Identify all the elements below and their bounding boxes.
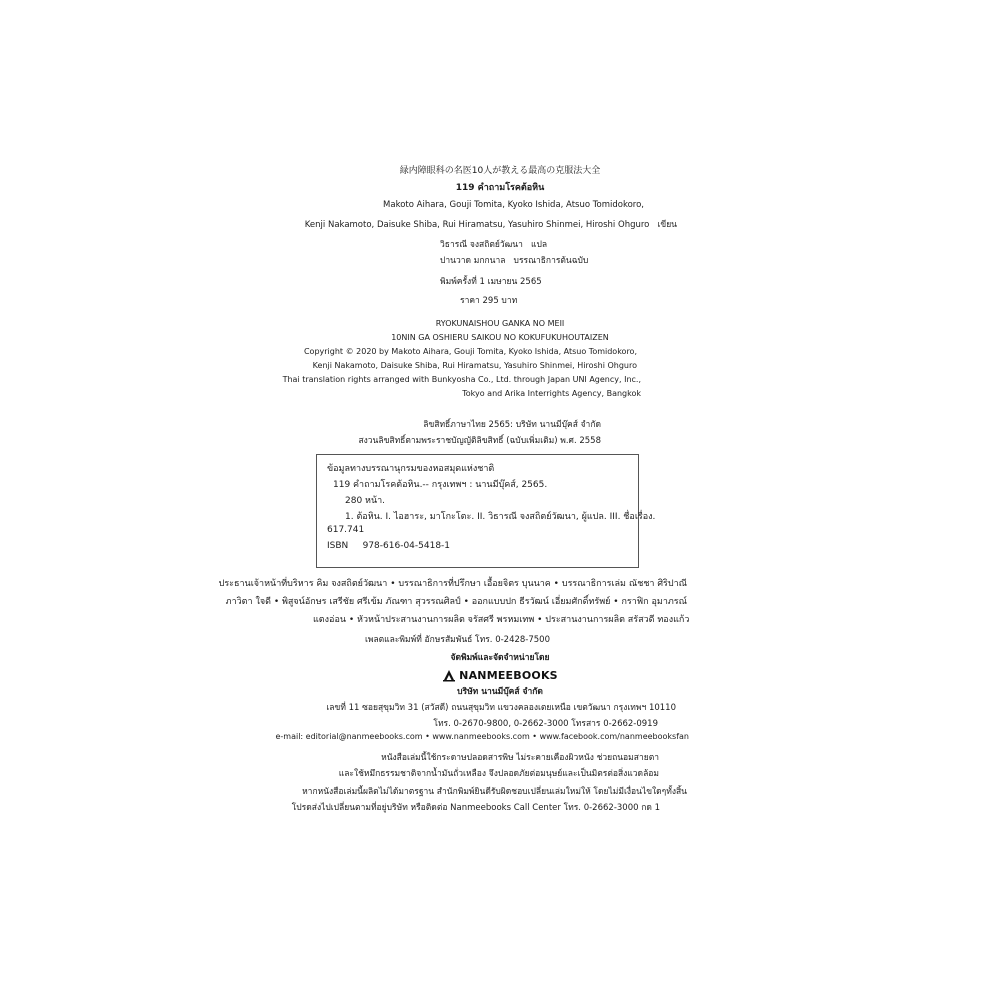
price: ราคา 295 บาท — [460, 296, 518, 306]
translator-role: แปล — [531, 240, 548, 250]
staff-line-2: ภาวิตา ใจดี • พิสูจน์อักษร เสรีชัย ศรีเข้ม ภัณฑา สุวรรณศิลป์ • ออกแบบปก ธีรวัฒน์ เอี่ยมศักดิ์ทรัพย์ • กราฟิก อุมาภรณ์ — [225, 597, 687, 607]
copyright-act: สงวนลิขสิทธิ์ตามพระราชบัญญัติลิขสิทธิ์ (ฉบับเพิ่มเติม) พ.ศ. 2558 — [358, 436, 601, 446]
translator-line — [440, 237, 547, 251]
japanese-title: 緑内障眼科の名医10人が教える最高の克服法大全 — [399, 166, 601, 176]
cip-classification: 617.741 — [327, 525, 365, 535]
distributed-by: จัดพิมพ์และจัดจำหน่ายโดย — [450, 653, 550, 663]
translator-name: วิธารณี จงสถิตย์วัฒนา — [440, 240, 523, 250]
translation-rights-line-2: Tokyo and Arika Interrights Agency, Bangkok — [462, 389, 641, 398]
publisher-phone: โทร. 0-2670-9800, 0-2662-3000 โทรสาร 0-2662-0919 — [433, 719, 658, 729]
authors-names: Kenji Nakamoto, Daisuke Shiba, Rui Hiramatsu, Yasuhiro Shinmei, Hiroshi Ohguro — [304, 220, 650, 230]
copyright-authors: Kenji Nakamoto, Daisuke Shiba, Rui Hiramatsu, Yasuhiro Shinmei, Hiroshi Ohguro — [312, 361, 637, 370]
cip-title-line: 119 คำถามโรคต้อหิน.-- กรุงเทพฯ : นานมีบุ๊คส์, 2565. — [333, 480, 548, 490]
authors-line-2 — [305, 217, 677, 231]
publisher-address: เลขที่ 11 ซอยสุขุมวิท 31 (สวัสดี) ถนนสุขุมวิท แขวงคลองเตยเหนือ เขตวัฒนา กรุงเทพฯ 10110 — [326, 703, 676, 713]
logo-text: NANMEEBOOKS — [459, 668, 558, 682]
eco-line-1: หนังสือเล่มนี้ใช้กระดาษปลอดสารพิษ ไม่ระคายเคืองผิวหนัง ช่วยถนอมสายตา — [381, 753, 659, 763]
authors-line-1: Makoto Aihara, Gouji Tomita, Kyoko Ishida, Atsuo Tomidokoro, — [383, 200, 644, 210]
copyright-line: Copyright © 2020 by Makoto Aihara, Gouji Tomita, Kyoko Ishida, Atsuo Tomidokoro, — [303, 347, 637, 356]
replacement-notice-line-2: โปรดส่งไปเปลี่ยนตามที่อยู่บริษัท หรือติดต่อ Nanmeebooks Call Center โทร. 0-2662-3000 กด 1 — [291, 803, 660, 813]
thai-title: 119 คำถามโรคต้อหิน — [455, 183, 545, 193]
cataloging-in-publication-box — [316, 454, 656, 568]
authors-role: เขียน — [657, 220, 677, 230]
printer: เพลตและพิมพ์ที่ อักษรสัมพันธ์ โทร. 0-2428-7500 — [364, 635, 550, 645]
editor-role: บรรณาธิการต้นฉบับ — [513, 256, 589, 266]
cip-heading: ข้อมูลทางบรรณานุกรมของหอสมุดแห่งชาติ — [327, 464, 495, 474]
edition: พิมพ์ครั้งที่ 1 เมษายน 2565 — [440, 277, 542, 287]
publisher-company: บริษัท นานมีบุ๊คส์ จำกัด — [457, 687, 543, 697]
original-title-line-2: 10NIN GA OSHIERU SAIKOU NO KOKUFUKUHOUTAIZEN — [391, 333, 609, 342]
staff-line-3: แตงอ่อน • หัวหน้าประสานงานการผลิต จรัสศรี พรหมเทพ • ประสานงานการผลิต สรัสวดี ทองแก้ว — [313, 615, 690, 625]
isbn-value: 978-616-04-5418-1 — [362, 541, 451, 551]
translation-rights-line-1: Thai translation rights arranged with Bunkyosha Co., Ltd. through Japan UNI Agency, Inc., — [282, 375, 641, 384]
isbn-label: ISBN — [327, 541, 349, 551]
editor-name: ปานวาด มกกนาล — [440, 256, 506, 266]
nanmeebooks-logo-icon — [442, 668, 456, 682]
editor-line — [440, 253, 588, 267]
cip-subjects: 1. ต้อหิน. I. ไอฮาระ, มาโกะโตะ. II. วิธารณี จงสถิตย์วัฒนา, ผู้แปล. III. ชื่อเรื่อง. — [345, 512, 656, 522]
cip-isbn — [327, 541, 450, 551]
original-title-line-1: RYOKUNAISHOU GANKA NO MEII — [435, 319, 565, 328]
cip-pages: 280 หน้า. — [345, 496, 386, 506]
replacement-notice-line-1: หากหนังสือเล่มนี้ผลิตไม่ได้มาตรฐาน สำนักพิมพ์ยินดีรับผิดชอบเปลี่ยนเล่มใหม่ให้ โดยไม่มีเงื่อนไขใดๆทั้งสิ้น — [302, 787, 687, 797]
thai-rights: ลิขสิทธิ์ภาษาไทย 2565: บริษัท นานมีบุ๊คส์ จำกัด — [423, 420, 601, 430]
eco-line-2: และใช้หมึกธรรมชาติจากน้ำมันถั่วเหลือง จึงปลอดภัยต่อมนุษย์และเป็นมิตรต่อสิ่งแวดล้อม — [338, 769, 659, 779]
staff-line-1: ประธานเจ้าหน้าที่บริหาร คิม จงสถิตย์วัฒนา • บรรณาธิการที่ปรึกษา เอื้อยจิตร บุนนาค • บรรณาธิการเล่ม ณัชชา ศิริปาณี — [218, 579, 687, 589]
publisher-contacts: e-mail: editorial@nanmeebooks.com • www.nanmeebooks.com • www.facebook.com/nanmeebooksfan — [275, 732, 689, 741]
